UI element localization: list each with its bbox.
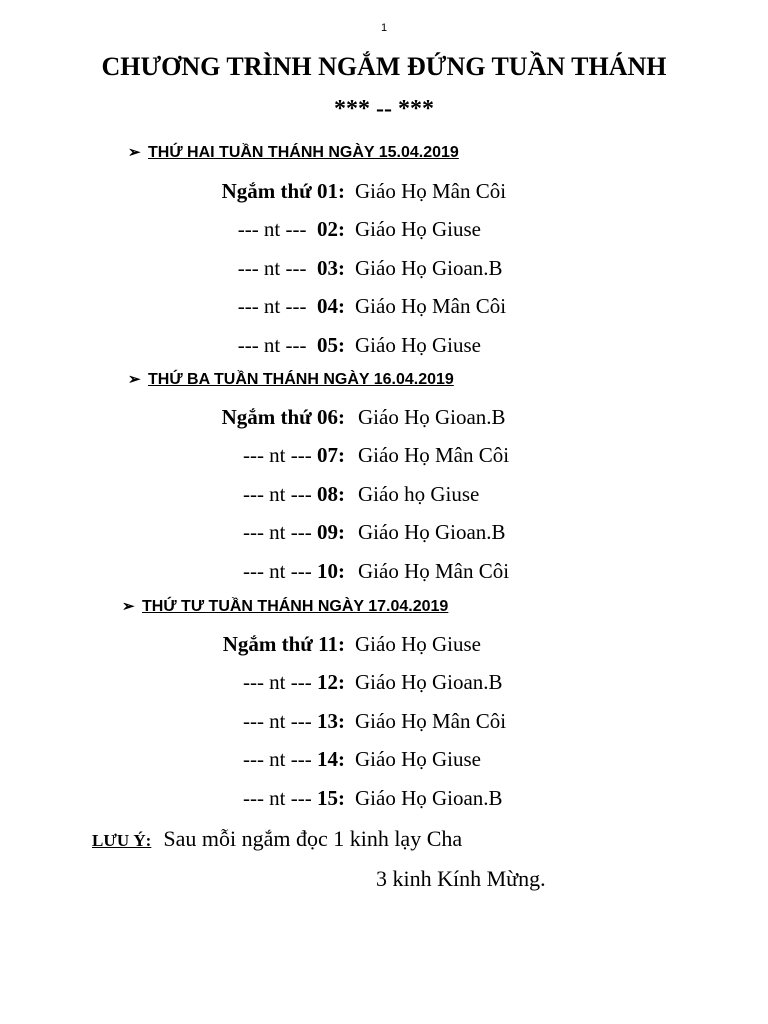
note [92, 826, 462, 852]
schedule-prefix: --- nt --- [242, 785, 317, 810]
note-label: LƯU Ý: [92, 831, 152, 850]
schedule-place: Giáo Họ Giuse [355, 332, 481, 357]
schedule-label [243, 786, 345, 811]
schedule-place: Giáo Họ Mân Côi [355, 708, 507, 733]
arrow-bullet-icon: ➢ [122, 598, 135, 615]
schedule-place: Giáo Họ Gioan.B [355, 255, 503, 280]
schedule-prefix: --- nt --- [242, 520, 317, 545]
schedule-prefix: --- nt --- [237, 294, 317, 319]
schedule-label [243, 482, 345, 507]
schedule-label [223, 632, 345, 657]
arrow-bullet-icon: ➢ [128, 371, 141, 388]
schedule-number: 12: [317, 670, 345, 695]
section-heading-text: THỨ BA TUẦN THÁNH NGÀY 16.04.2019 [148, 371, 454, 388]
schedule-number: 14: [317, 747, 345, 772]
schedule-place: Giáo Họ Mân Côi [355, 294, 507, 319]
schedule-number: 02: [317, 217, 345, 242]
schedule-number: 08: [317, 481, 345, 506]
schedule-place: Giáo Họ Gioan.B [358, 520, 506, 545]
section-heading [128, 143, 459, 162]
schedule-label [243, 670, 345, 695]
schedule-place: Giáo Họ Gioan.B [358, 405, 506, 429]
section-heading-text: THỨ TƯ TUẦN THÁNH NGÀY 17.04.2019 [142, 598, 449, 615]
schedule-label [222, 405, 345, 430]
schedule-label [243, 520, 345, 545]
section-heading [128, 370, 454, 389]
schedule-place: Giáo Họ Gioan.B [355, 670, 503, 695]
schedule-number: 13: [317, 708, 345, 733]
schedule-prefix: --- nt --- [242, 443, 317, 468]
section-heading-text: THỨ HAI TUẦN THÁNH NGÀY 15.04.2019 [148, 144, 459, 161]
schedule-place: Giáo Họ Mân Côi [358, 558, 510, 583]
schedule-prefix: --- nt --- [242, 558, 317, 583]
note-line-1: Sau mỗi ngắm đọc 1 kinh lạy Cha [163, 826, 463, 851]
schedule-number: 10: [317, 558, 345, 583]
schedule-place: Giáo Họ Mân Côi [355, 179, 507, 203]
schedule-prefix: --- nt --- [242, 670, 317, 695]
schedule-prefix: --- nt --- [242, 708, 317, 733]
arrow-bullet-icon: ➢ [128, 144, 141, 161]
schedule-place: Giáo Họ Giuse [355, 632, 481, 656]
schedule-number: 04: [317, 294, 345, 319]
schedule-number: 07: [317, 443, 345, 468]
schedule-place: Giáo Họ Gioan.B [355, 785, 503, 810]
schedule-number: 03: [317, 255, 345, 280]
schedule-number: 15: [317, 785, 345, 810]
schedule-prefix: --- nt --- [237, 255, 317, 280]
schedule-number: 11: [318, 632, 345, 656]
schedule-number: 06: [317, 405, 345, 429]
schedule-place: Giáo Họ Giuse [355, 217, 481, 242]
document-title: CHƯƠNG TRÌNH NGẮM ĐỨNG TUẦN THÁNH [101, 52, 667, 81]
schedule-prefix: --- nt --- [242, 747, 317, 772]
schedule-prefix: Ngắm thứ [221, 405, 317, 429]
schedule-prefix: --- nt --- [242, 481, 317, 506]
schedule-label [243, 443, 345, 468]
schedule-number: 09: [317, 520, 345, 545]
schedule-label [222, 179, 345, 204]
schedule-prefix: Ngắm thứ [222, 632, 319, 656]
schedule-place: Giáo Họ Mân Côi [358, 443, 510, 468]
schedule-prefix: --- nt --- [237, 332, 317, 357]
schedule-label [238, 217, 345, 242]
schedule-number: 05: [317, 332, 345, 357]
schedule-label [243, 559, 345, 584]
schedule-label [238, 333, 345, 358]
schedule-label [238, 294, 345, 319]
schedule-prefix: --- nt --- [237, 217, 317, 242]
title-separator: *** -- *** [334, 96, 434, 122]
schedule-prefix: Ngắm thứ [221, 179, 317, 203]
schedule-number: 01: [317, 179, 345, 203]
page-number: 1 [380, 22, 388, 34]
section-heading [122, 597, 448, 616]
schedule-place: Giáo Họ Giuse [355, 747, 481, 772]
schedule-label [243, 709, 345, 734]
schedule-label [238, 256, 345, 281]
schedule-label [243, 747, 345, 772]
note-line-2: 3 kinh Kính Mừng. [376, 866, 546, 891]
schedule-place: Giáo họ Giuse [358, 481, 480, 506]
